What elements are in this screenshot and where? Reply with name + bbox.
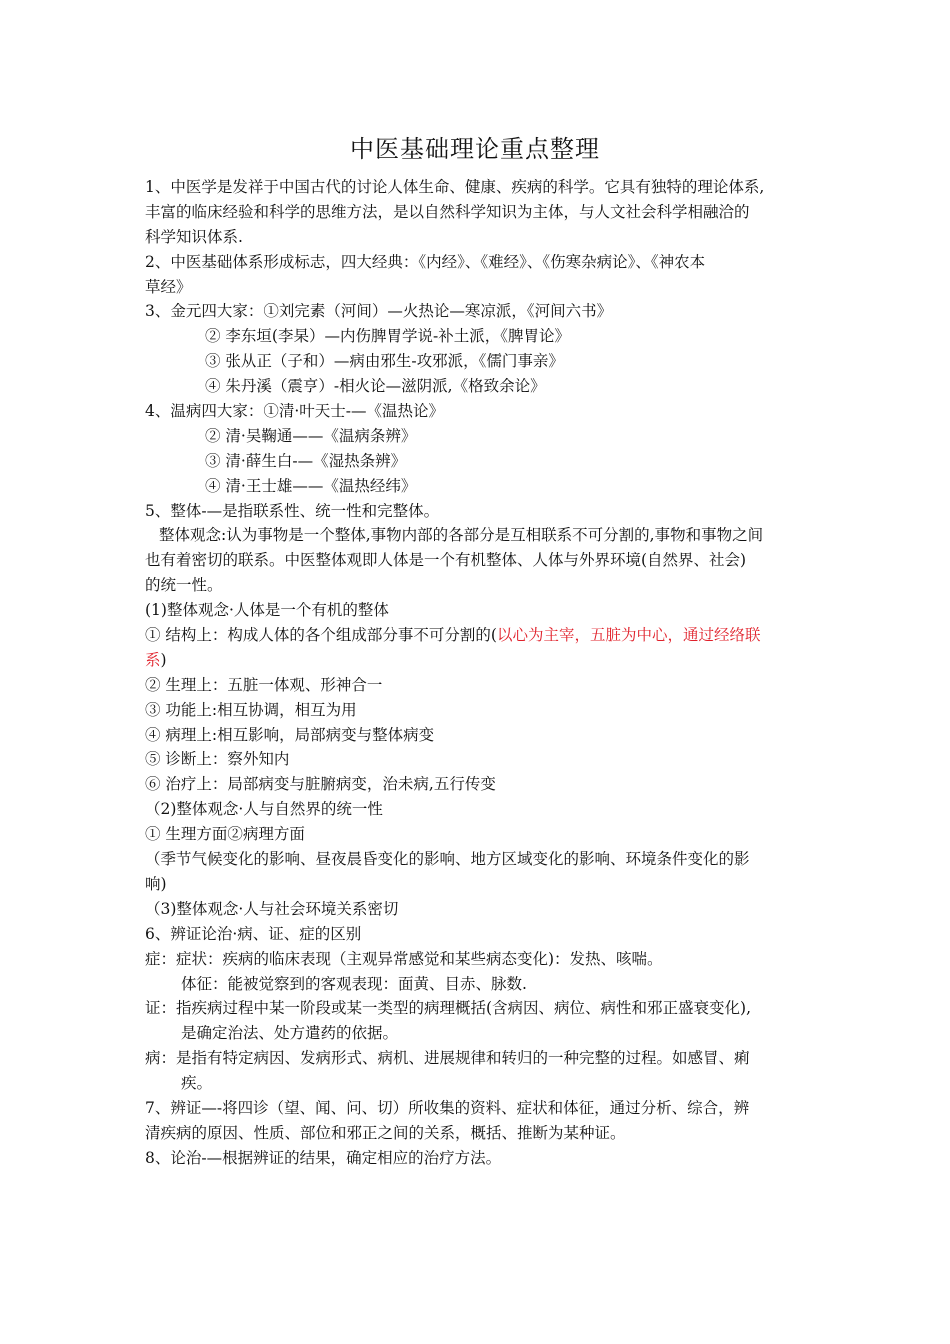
- diagnosis-line: ⑤ 诊断上：察外知内: [145, 750, 290, 769]
- section-5-point-3-heading: （3)整体观念·人与社会环境关系密切: [145, 899, 399, 918]
- section-6-line-1: 6、辨证论治·病、证、症的区别: [145, 924, 362, 943]
- section-2-line-2: 草经》: [145, 277, 192, 296]
- point-2-influences-line-2: 响): [145, 874, 167, 893]
- section-1-line-2: 丰富的临床经验和科学的思维方法，是以自然科学知识为主体，与人文社会科学相融洽的: [145, 202, 750, 221]
- section-5-line-1: 5、整体-—是指联系性、统一性和完整体。: [145, 501, 440, 520]
- section-5-definition-line-1: 整体观念:认为事物是一个整体,事物内部的各部分是互相联系不可分割的,事物和事物之间: [159, 526, 764, 545]
- section-3-item-2: ② 李东垣(李杲）—内伤脾胃学说-补土派，《脾胃论》: [205, 327, 570, 346]
- section-4-item-4: ④ 清·王士雄——《温热经纬》: [205, 476, 417, 495]
- section-4-item-3: ③ 清·薛生白-—《湿热条辨》: [205, 451, 407, 470]
- symptom-line-2: 体征：能被觉察到的客观表现：面黄、目赤、脉数.: [181, 974, 527, 993]
- section-3-line-1: 3、金元四大家：①刘完素（河间）—火热论—寒凉派，《河间六书》: [145, 302, 613, 321]
- disease-line-1: 病：是指有特定病因、发病形式、病机、进展规律和转归的一种完整的过程。如感冒、痢: [145, 1049, 750, 1068]
- section-5-definition-line-2: 也有着密切的联系。中医整体观即人体是一个有机整体、人体与外界环境(自然界、社会): [145, 551, 747, 570]
- physiology-line: ② 生理上：五脏一体观、形神合一: [145, 675, 383, 694]
- syndrome-line-2: 是确定治法、处方遣药的依据。: [181, 1024, 399, 1043]
- section-5-definition-line-3: 的统一性。: [145, 576, 223, 595]
- point-2-aspects: ① 生理方面②病理方面: [145, 825, 305, 844]
- section-3-item-4: ④ 朱丹溪（震亨）-相火论—滋阴派,《格致余论》: [205, 377, 546, 396]
- section-2-line-1: 2、中医基础体系形成标志，四大经典：《内经》、《难经》、《伤寒杂病论》、《神农本: [145, 252, 706, 271]
- structure-highlight: 以心为主宰，五脏为中心，通过经络联: [496, 626, 761, 645]
- section-7-line-1: 7、辨证—-将四诊（望、闻、问、切）所收集的资料、症状和体征，通过分析、综合，辨: [145, 1098, 750, 1117]
- structure-highlight-end: 系: [145, 650, 161, 669]
- document-body: [145, 175, 815, 1171]
- section-3-item-3: ③ 张从正（子和）—病由邪生-攻邪派，《儒门事亲》: [205, 352, 564, 371]
- section-7-line-2: 清疾病的原因、性质、部位和邪正之间的关系，概括、推断为某种证。: [145, 1123, 626, 1142]
- treatment-line: ⑥ 治疗上：局部病变与脏腑病变，治未病,五行传变: [145, 775, 496, 794]
- structure-close: ): [160, 650, 167, 669]
- point-2-influences-line-1: （季节气候变化的影响、昼夜晨昏变化的影响、地方区域变化的影响、环境条件变化的影: [145, 850, 750, 869]
- syndrome-line-1: 证：指疾病过程中某一阶段或某一类型的病理概括(含病因、病位、病性和邪正盛衰变化),: [145, 999, 752, 1018]
- section-1-line-1: 1、中医学是发祥于中国古代的讨论人体生命、健康、疾病的科学。它具有独特的理论体系,: [145, 178, 765, 196]
- symptom-line-1: 症：症状：疾病的临床表现（主观异常感觉和某些病态变化)：发热、咳喘。: [145, 949, 663, 968]
- structure-line-2: [145, 648, 815, 673]
- section-5-point-1-heading: (1)整体观念·人体是一个有机的整体: [145, 601, 389, 620]
- section-1-line-3: 科学知识体系.: [145, 227, 243, 246]
- section-5-point-2-heading: （2)整体观念·人与自然界的统一性: [145, 800, 383, 819]
- section-4-line-1: 4、温病四大家：①清·叶天士-—《温热论》: [145, 402, 445, 421]
- pathology-line: ④ 病理上:相互影响，局部病变与整体病变: [145, 725, 435, 744]
- section-8-line-1: 8、论治-—根据辨证的结果，确定相应的治疗方法。: [145, 1148, 502, 1167]
- structure-text: ① 结构上：构成人体的各个组成部分事不可分割的(: [145, 626, 497, 645]
- structure-line: [145, 623, 815, 648]
- function-line: ③ 功能上:相互协调，相互为用: [145, 700, 357, 719]
- section-4-item-2: ② 清·吴鞠通——《温病条辨》: [205, 426, 417, 445]
- disease-line-2: 疾。: [181, 1074, 213, 1093]
- document-title: 中医基础理论重点整理: [350, 135, 600, 163]
